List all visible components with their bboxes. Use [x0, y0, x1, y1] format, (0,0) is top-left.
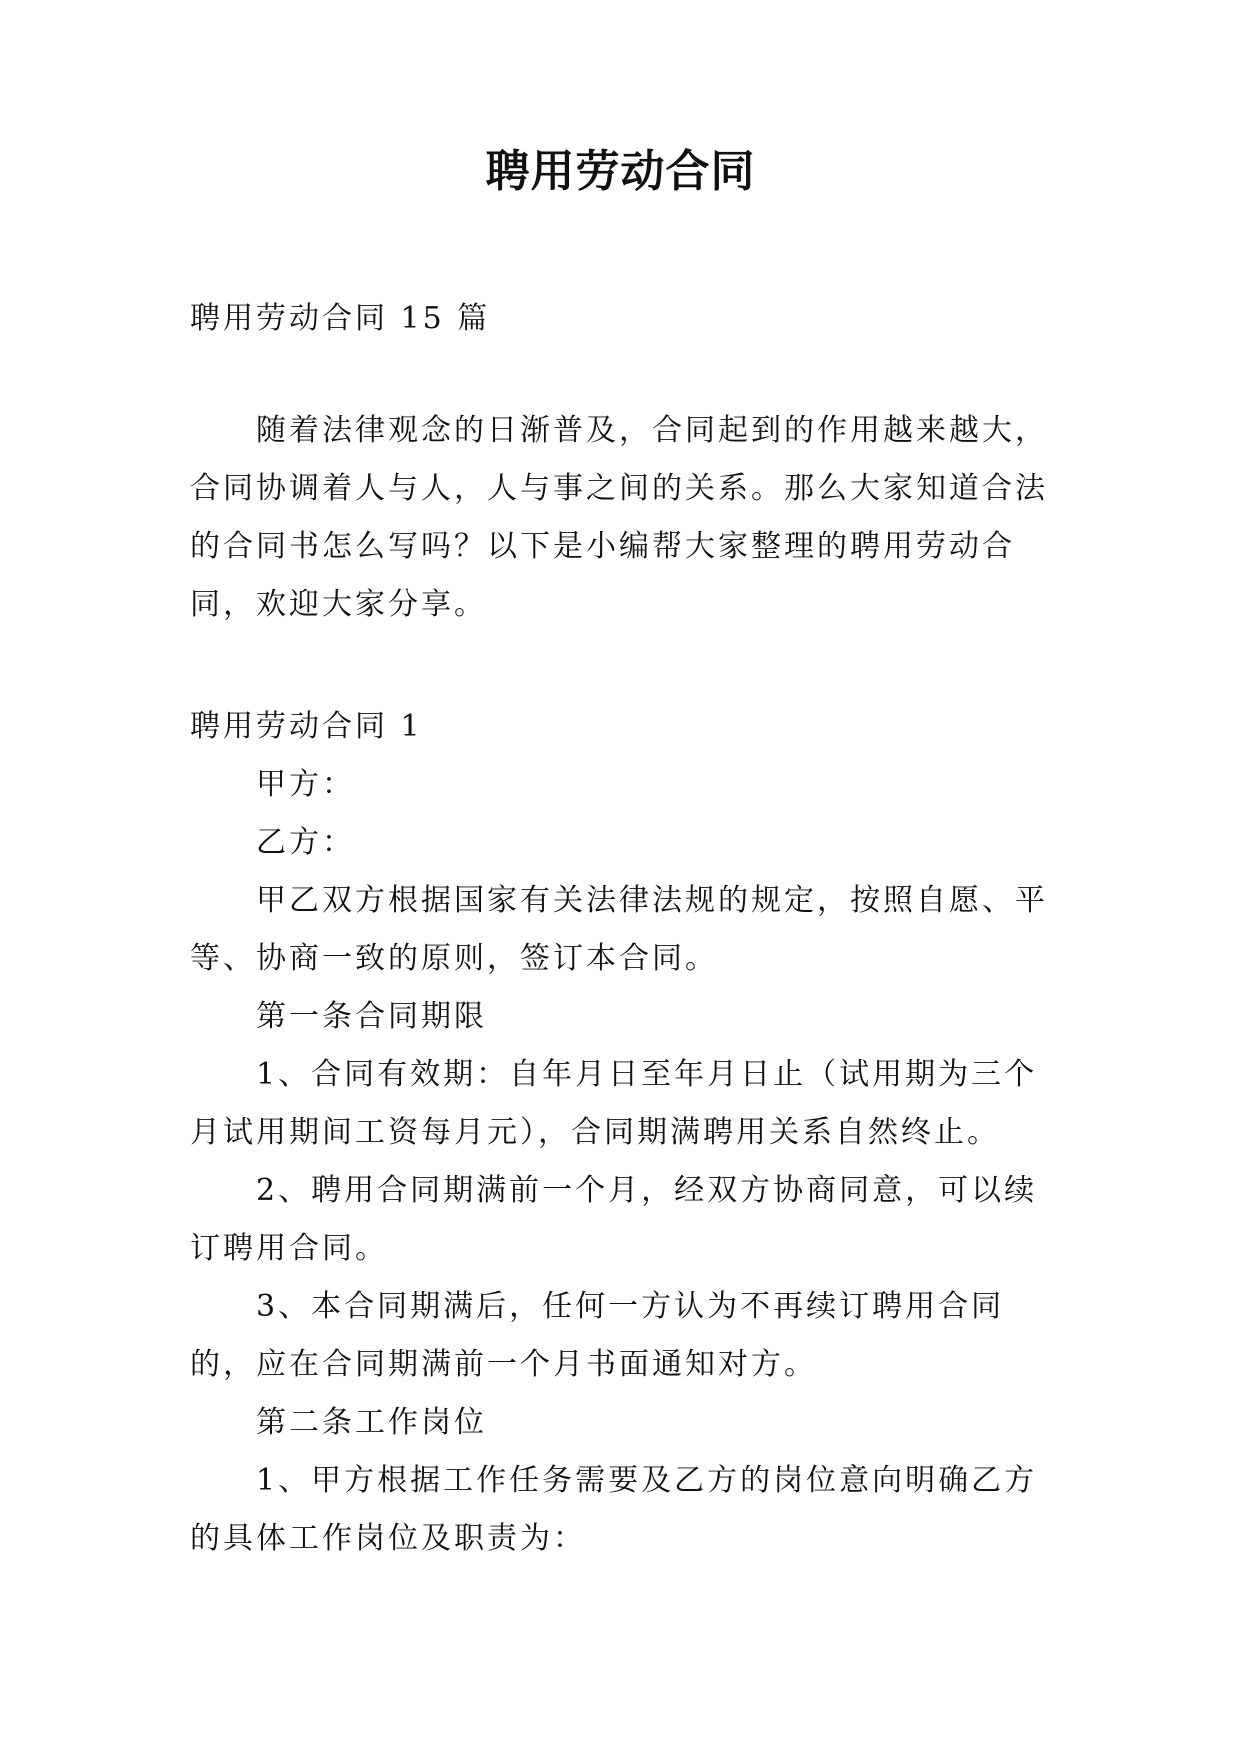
article-1-heading: 第一条合同期限	[256, 999, 487, 1034]
agreement-paragraph: 甲乙双方根据国家有关法律法规的规定，按照自愿、平等、协商一致的原则，签订本合同。	[190, 883, 1048, 976]
document-subtitle: 聘用劳动合同 15 篇	[190, 301, 491, 336]
article-1-clause-1: 1、合同有效期：自年月日至年月日止（试用期为三个月试用期间工资每月元），合同期满聘用关系自然终止。	[190, 1057, 1038, 1150]
article-1-clause-3: 3、本合同期满后，任何一方认为不再续订聘用合同的，应在合同期满前一个月书面通知对方。	[190, 1289, 1005, 1382]
section-heading: 聘用劳动合同 1	[190, 709, 423, 744]
contract-section-1	[190, 698, 1065, 1568]
article-2-heading: 第二条工作岗位	[256, 1405, 487, 1440]
article-1-clause-2: 2、聘用合同期满前一个月，经双方协商同意，可以续订聘用合同。	[190, 1173, 1038, 1266]
party-a-line: 甲方：	[256, 767, 355, 802]
intro-paragraph: 随着法律观念的日渐普及，合同起到的作用越来越大，合同协调着人与人，人与事之间的关系。那么大家知道合法的合同书怎么写吗？以下是小编帮大家整理的聘用劳动合同，欢迎大家分享。	[190, 413, 1048, 622]
party-b-line: 乙方：	[256, 825, 355, 860]
document-title: 聘用劳动合同	[485, 146, 756, 197]
article-2-clause-1: 1、甲方根据工作任务需要及乙方的岗位意向明确乙方的具体工作岗位及职责为：	[190, 1463, 1038, 1556]
